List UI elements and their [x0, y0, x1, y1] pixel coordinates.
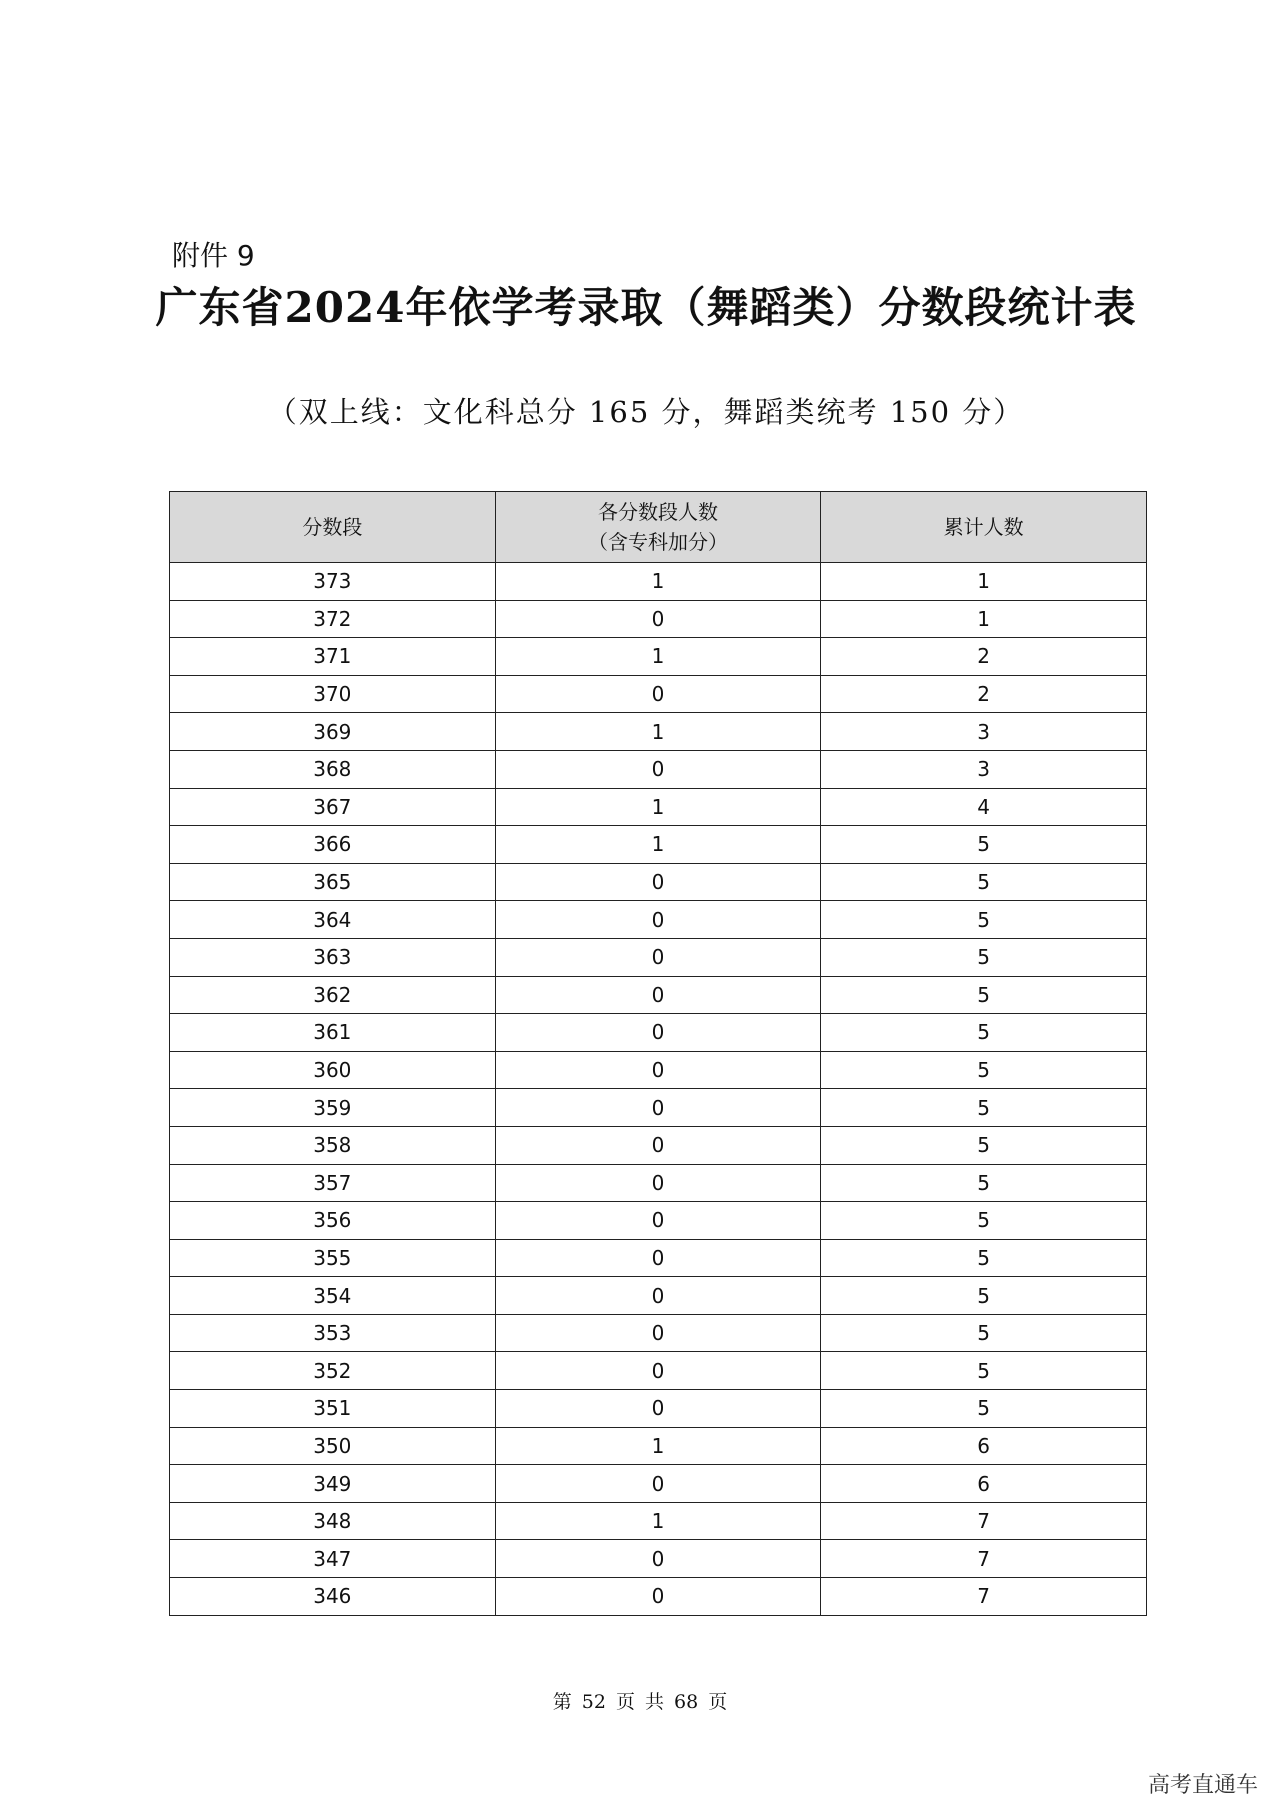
cell-score: 365	[170, 863, 496, 901]
cell-score: 358	[170, 1126, 496, 1164]
cell-score: 361	[170, 1014, 496, 1052]
cell-cumulative: 6	[821, 1427, 1147, 1465]
cell-cumulative: 5	[821, 1014, 1147, 1052]
cell-score: 350	[170, 1427, 496, 1465]
table-row	[170, 938, 1147, 976]
cell-cumulative: 5	[821, 1352, 1147, 1390]
cell-score: 367	[170, 788, 496, 826]
table-row	[170, 1390, 1147, 1428]
cell-score: 371	[170, 638, 496, 676]
cell-score: 355	[170, 1239, 496, 1277]
cell-score: 369	[170, 713, 496, 751]
cell-count: 0	[495, 1390, 821, 1428]
page-number: 第 52 页 共 68 页	[552, 1691, 728, 1713]
table-row	[170, 1051, 1147, 1089]
table-row	[170, 1578, 1147, 1616]
cell-cumulative: 5	[821, 1277, 1147, 1315]
cell-score: 363	[170, 938, 496, 976]
table-row	[170, 1014, 1147, 1052]
cell-count: 0	[495, 901, 821, 939]
cell-count: 1	[495, 1502, 821, 1540]
cell-cumulative: 3	[821, 750, 1147, 788]
cell-count: 0	[495, 1540, 821, 1578]
table-row	[170, 826, 1147, 864]
table-row	[170, 1540, 1147, 1578]
table-row	[170, 1126, 1147, 1164]
cell-cumulative: 5	[821, 1239, 1147, 1277]
cell-score: 351	[170, 1390, 496, 1428]
table-row	[170, 788, 1147, 826]
table-header-row	[170, 492, 1147, 563]
attachment-label: 附件 9	[172, 239, 255, 272]
cell-score: 359	[170, 1089, 496, 1127]
table-row	[170, 1352, 1147, 1390]
cell-score: 372	[170, 600, 496, 638]
cell-score: 348	[170, 1502, 496, 1540]
table-row	[170, 1164, 1147, 1202]
cell-score: 356	[170, 1202, 496, 1240]
cell-cumulative: 2	[821, 638, 1147, 676]
cell-count: 0	[495, 1089, 821, 1127]
header-score: 分数段	[170, 492, 496, 563]
table-row	[170, 1089, 1147, 1127]
cell-cumulative: 7	[821, 1540, 1147, 1578]
cell-cumulative: 5	[821, 976, 1147, 1014]
cell-score: 366	[170, 826, 496, 864]
cell-score: 347	[170, 1540, 496, 1578]
cell-count: 0	[495, 750, 821, 788]
cell-cumulative: 5	[821, 901, 1147, 939]
score-distribution-table	[169, 491, 1147, 1616]
table-row	[170, 638, 1147, 676]
table-row	[170, 1427, 1147, 1465]
cell-count: 1	[495, 713, 821, 751]
cell-cumulative: 6	[821, 1465, 1147, 1503]
cell-score: 353	[170, 1314, 496, 1352]
cell-count: 0	[495, 1314, 821, 1352]
cell-count: 0	[495, 1578, 821, 1616]
cell-score: 360	[170, 1051, 496, 1089]
cell-score: 362	[170, 976, 496, 1014]
cell-count: 0	[495, 1239, 821, 1277]
cell-count: 0	[495, 1164, 821, 1202]
cell-cumulative: 5	[821, 1202, 1147, 1240]
cell-count: 1	[495, 826, 821, 864]
table-row	[170, 675, 1147, 713]
cell-cumulative: 2	[821, 675, 1147, 713]
cell-score: 364	[170, 901, 496, 939]
cell-cumulative: 1	[821, 563, 1147, 601]
table-row	[170, 1465, 1147, 1503]
cell-cumulative: 3	[821, 713, 1147, 751]
header-count-line1: 各分数段人数	[597, 500, 718, 524]
table-row	[170, 1202, 1147, 1240]
cell-score: 346	[170, 1578, 496, 1616]
cell-count: 1	[495, 1427, 821, 1465]
cell-count: 1	[495, 563, 821, 601]
cell-count: 0	[495, 1465, 821, 1503]
cell-count: 0	[495, 675, 821, 713]
cell-score: 357	[170, 1164, 496, 1202]
cell-cumulative: 7	[821, 1502, 1147, 1540]
header-cumulative: 累计人数	[821, 492, 1147, 563]
cell-count: 0	[495, 976, 821, 1014]
watermark: 高考直通车	[1147, 1773, 1258, 1798]
table-row	[170, 750, 1147, 788]
cell-cumulative: 5	[821, 863, 1147, 901]
page-title: 广东省2024年依学考录取（舞蹈类）分数段统计表	[155, 283, 1137, 332]
cell-cumulative: 5	[821, 1089, 1147, 1127]
cell-count: 0	[495, 1202, 821, 1240]
table-row	[170, 563, 1147, 601]
table-row	[170, 1502, 1147, 1540]
cell-cumulative: 5	[821, 826, 1147, 864]
table-body	[170, 563, 1147, 1616]
cell-count: 0	[495, 600, 821, 638]
table-row	[170, 1239, 1147, 1277]
cell-cumulative: 5	[821, 1314, 1147, 1352]
cell-count: 0	[495, 1051, 821, 1089]
cell-cumulative: 7	[821, 1578, 1147, 1616]
cell-score: 370	[170, 675, 496, 713]
cell-cumulative: 1	[821, 600, 1147, 638]
cell-score: 373	[170, 563, 496, 601]
cell-score: 354	[170, 1277, 496, 1315]
cell-count: 0	[495, 1126, 821, 1164]
cell-count: 1	[495, 638, 821, 676]
header-count-line2: （含专科加分）	[587, 530, 728, 554]
header-count	[495, 492, 821, 563]
cell-count: 0	[495, 863, 821, 901]
cell-cumulative: 5	[821, 1126, 1147, 1164]
table-row	[170, 1314, 1147, 1352]
table-row	[170, 976, 1147, 1014]
cell-count: 0	[495, 938, 821, 976]
table-row	[170, 713, 1147, 751]
cell-count: 1	[495, 788, 821, 826]
cell-count: 0	[495, 1352, 821, 1390]
cell-cumulative: 5	[821, 938, 1147, 976]
cell-count: 0	[495, 1277, 821, 1315]
table-row	[170, 901, 1147, 939]
page-subtitle: （双上线：文化科总分 165 分，舞蹈类统考 150 分）	[267, 395, 1025, 429]
cell-score: 352	[170, 1352, 496, 1390]
table-row	[170, 600, 1147, 638]
cell-count: 0	[495, 1014, 821, 1052]
cell-cumulative: 4	[821, 788, 1147, 826]
cell-score: 368	[170, 750, 496, 788]
table-row	[170, 1277, 1147, 1315]
cell-cumulative: 5	[821, 1164, 1147, 1202]
cell-cumulative: 5	[821, 1051, 1147, 1089]
cell-cumulative: 5	[821, 1390, 1147, 1428]
table-row	[170, 863, 1147, 901]
cell-score: 349	[170, 1465, 496, 1503]
